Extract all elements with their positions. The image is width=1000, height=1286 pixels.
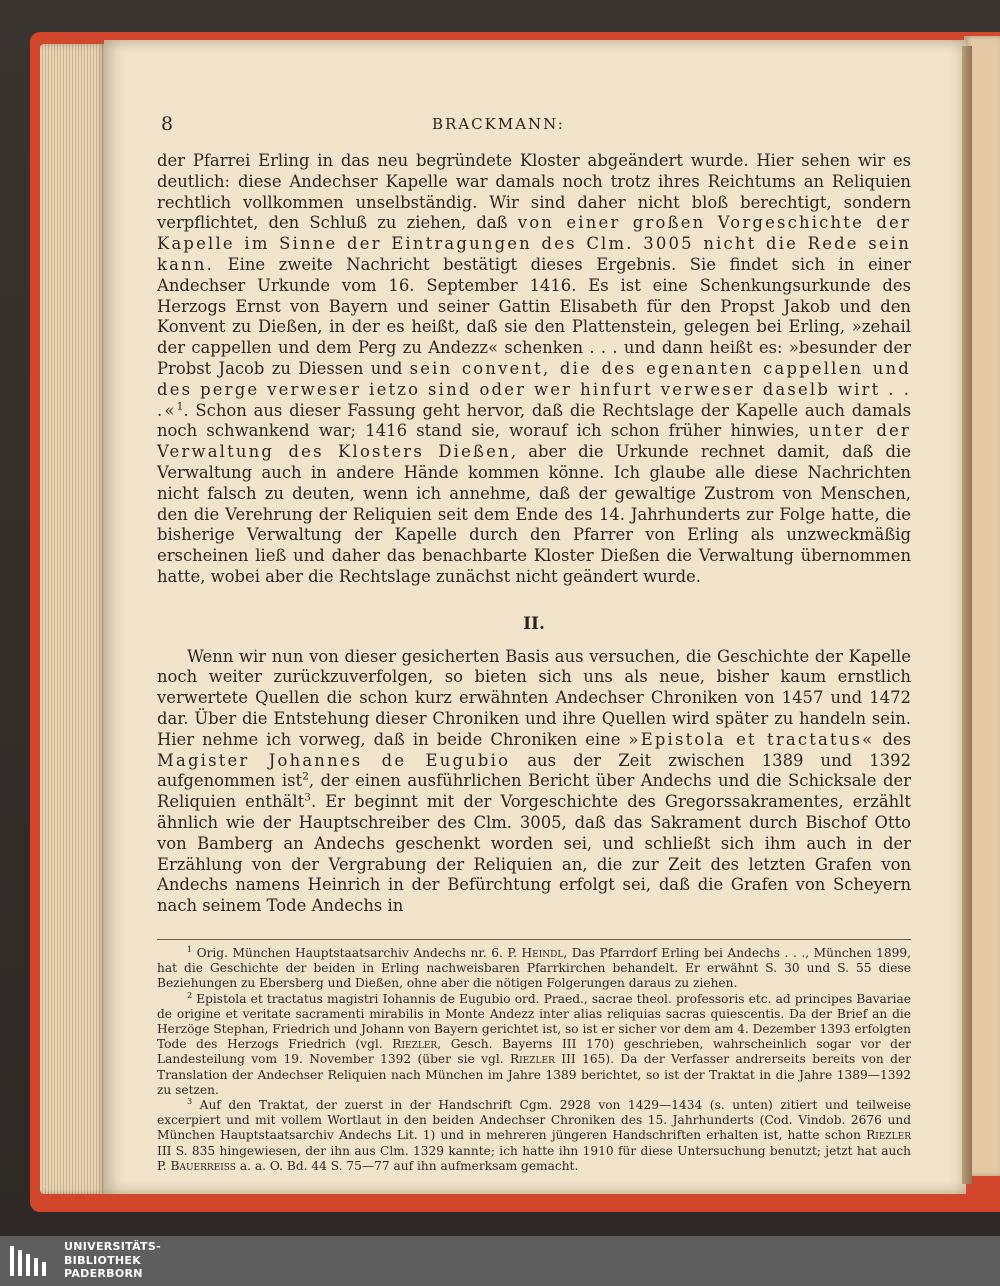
text-run: III S. 835 hingewiesen, der ihn aus Clm. 1329 kannte; ich hatte ihn 1910 für diese Untersuchung benutzt; jetzt hat auch P.	[157, 1143, 911, 1173]
text-run: . Er beginnt mit der Vorgeschichte des Gregorssakramentes, erzählt ähnlich wie der Hauptschreiber des Clm. 3005, daß das Sakrament durch Bischof Otto von Bamberg an Andechs geschenkt worden sei, und schließt sich ihm auch in der Erzählung von der Vergrabung der Reliquien an, die zur Zeit des letzten Grafen von Andechs namens Heinrich in der Befürchtung erfolgt sei, daß die Grafen von Scheyern nach seinem Tode Andechs in	[157, 792, 911, 916]
spaced-quote: sein convent, die des egenanten cappellen und des perge verweser ietzo sind oder wer hinfurt verweser daselb wirt . . .«	[157, 358, 911, 420]
library-footer	[0, 1236, 1000, 1286]
book-gutter	[962, 46, 972, 1184]
footnote-rule	[157, 939, 911, 940]
footnote-ref-3[interactable]: 3	[304, 790, 311, 804]
text-run: des	[874, 729, 911, 749]
text-run: aus der Zeit zwischen 1389 und 1392 aufgenommen ist	[157, 750, 911, 791]
text-run: III 165). Da der Verfasser andrerseits bereits von der Translation der Andechser Reliquien nach München im Jahre 1389 berichtet, so ist der Traktat in die Jahre 1389—1392 zu setzen.	[157, 1052, 911, 1097]
spaced-title: »Epistola et tractatus«	[628, 729, 875, 749]
footnote-2	[157, 992, 911, 1098]
footnote-1	[157, 946, 911, 992]
footnote-ref-2[interactable]: 2	[302, 769, 309, 783]
text-run: Eine zweite Nachricht bestätigt dieses Ergebnis. Sie findet sich in einer Andechser Urkunde vom 16. September 1416. Es ist eine Schenkungsurkunde des Herzogs Ernst von Bayern und seiner Gattin Elisabeth für den Propst Jakob und den Konvent zu Dießen, in der es heißt, daß sie den Plattenstein, gelegen bei Erling, »zehail der cappellen und dem Perg zu Andezz« schenken . . . und dann heißt es: »besunder der Probst Jacob zu Diessen und	[157, 254, 911, 378]
text-run: Orig. München Hauptstaatsarchiv Andechs nr. 6. P.	[192, 945, 522, 960]
body-text	[157, 151, 911, 917]
library-name-line: BIBLIOTHEK	[64, 1253, 142, 1267]
text-run: . Schon aus dieser Fassung geht hervor, daß die Rechtslage der Kapelle auch damals noch schwankend war; 1416 stand sie, worauf ich schon früher hinwies,	[157, 400, 911, 441]
text-run: der Pfarrei Erling in das neu begründete Kloster abgeändert wurde. Hier sehen wir es deutlich: diese Andechser Kapelle war damals noch trotz ihres Reichtums an Reliquien rechtlich vollkommen unselbständig. Wir sind daher nicht bloß berechtigt, sondern verpflichtet, den Schluß zu ziehen, daß	[157, 151, 911, 233]
footnote-3	[157, 1098, 911, 1174]
text-run: , Das Pfarrdorf Erling bei Andechs . . ., München 1899, hat die Geschichte der beiden in Erling nachweisbaren Pfarrkirchen behandelt. Er erwähnt S. 30 und S. 55 diese Beziehungen zu Ebersberg und Dießen, ohne aber die nötigen Folgerungen daraus zu ziehen.	[157, 945, 911, 991]
footnote-ref-1[interactable]: 1	[176, 399, 184, 413]
spaced-author: Magister Johannes de Eugubio	[157, 750, 511, 770]
library-name-line: UNIVERSITÄTS-	[64, 1240, 161, 1253]
author-name: Riezler	[866, 1128, 911, 1143]
running-head	[157, 107, 911, 141]
footnotes	[157, 946, 911, 1174]
paragraph-2	[157, 647, 911, 917]
library-name-line: PADERBORN	[64, 1267, 143, 1280]
spaced-emphasis: von einer großen Vorgeschichte der Kapelle im Sinne der Eintragungen des Clm. 3005 nicht die Rede sein kann.	[157, 213, 911, 274]
spaced-emphasis: unter der Verwaltung des Klosters Dießen	[157, 421, 911, 462]
footnote-number: 1	[187, 944, 193, 954]
page-text-block	[157, 107, 911, 1174]
text-run: Wenn wir nun von dieser gesicherten Basis aus versuchen, die Geschichte der Kapelle noch weiter zurückzuverfolgen, so bieten sich uns als neue, bisher kaum ernstlich verwertete Quellen die schon kurz erwähnten Andechser Chroniken von 1457 und 1472 dar. Über die Entstehung dieser Chroniken und ihre Quellen wird später zu handeln sein. Hier nehme ich vorweg, daß in beide Chroniken eine	[157, 646, 911, 749]
author-name: Bauerreiss	[170, 1158, 236, 1173]
text-run: Auf den Traktat, der zuerst in der Handschrift Cgm. 2928 von 1429—1434 (s. unten) zitiert und teilweise excerpiert und mit vollem Wortlaut in den beiden Andechser Chroniken des 15. Jahrhunderts (Cod. Vindob. 2676 und München Hauptstaatsarchiv Andechs Lit. 1) und in mehreren jüngeren Handschriften erhalten ist, hatte schon	[157, 1097, 911, 1143]
author-name: Heindl	[521, 945, 564, 960]
running-title: BRACKMANN:	[432, 115, 565, 133]
text-run: Epistola et tractatus magistri Iohannis de Eugubio ord. Praed., sacrae theol. professoris etc. ad principes Bavariae de origine et veritate sacramenti mirabilis in Monte Andezz inter alias reliquias sacras quiescentis. Da der Brief an die Herzöge Stephan, Friedrich und Johann von Bayern gerichtet ist, so ist er sicher vor dem am 4. Dezember 1393 erfolgten Tode des Herzogs Friedrich (vgl.	[157, 991, 911, 1052]
page-number: 8	[161, 113, 174, 135]
library-name	[64, 1240, 161, 1281]
page-edges	[40, 44, 106, 1194]
text-run: , aber die Urkunde rechnet damit, daß die Verwaltung auch in andere Hände kommen könne. Ich glaube alle diese Nachrichten nicht falsch zu deuten, wenn ich annehme, daß der gewaltige Zustrom von Menschen, den die Verehrung der Reliquien seit dem Ende des 14. Jahrhunderts zur Folge hatte, die bisherige Verwaltung der Kapelle durch den Pfarrer von Erling als unzweckmäßig erscheinen ließ und daher das benachbarte Kloster Dießen die Verwaltung übernommen hatte, wobei aber die Rechtslage zunächst nicht geändert wurde.	[157, 442, 911, 586]
library-logo-icon	[8, 1242, 56, 1280]
footnote-number: 3	[187, 1096, 193, 1106]
text-run: , der einen ausführlichen Bericht über Andechs und die Schicksale der Reliquien enthält	[157, 771, 911, 812]
footnote-number: 2	[187, 990, 193, 1000]
author-name: Riezler	[392, 1037, 438, 1052]
paragraph-1	[157, 151, 911, 588]
text-run: a. a. O. Bd. 44 S. 75—77 auf ihn aufmerksam gemacht.	[235, 1158, 579, 1173]
section-heading: II.	[523, 613, 545, 634]
author-name: Riezler	[509, 1052, 555, 1067]
text-run: , Gesch. Bayerns III 170) geschrieben, wahrscheinlich sogar vor der Landesteilung vom 19. November 1392 (über sie vgl.	[157, 1037, 911, 1067]
